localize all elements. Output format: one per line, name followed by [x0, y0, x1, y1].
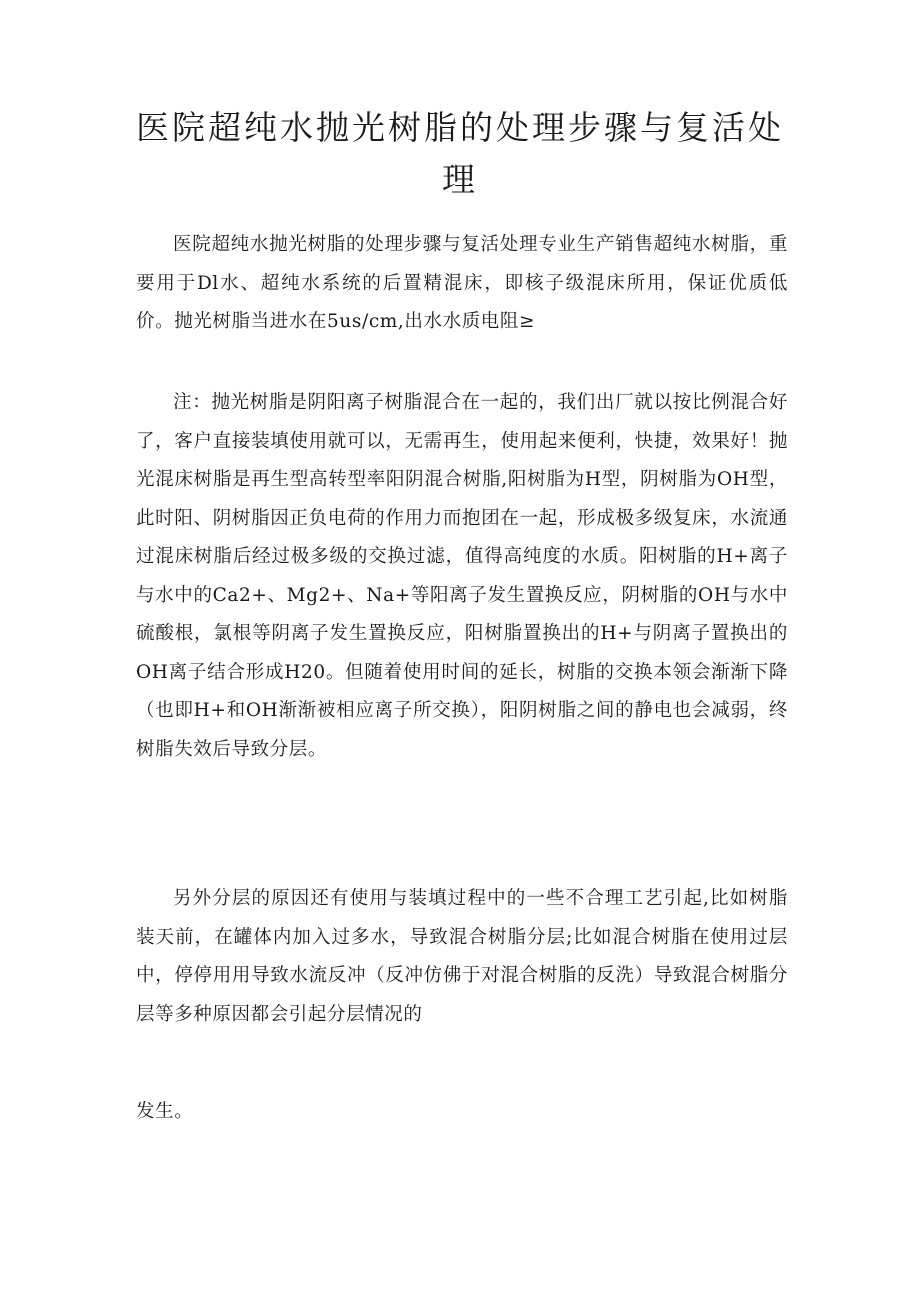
paragraph-layering-causes: 另外分层的原因还有使用与装填过程中的一些不合理工艺引起,比如树脂装天前，在罐体内加入过多水，导致混合树脂分层;比如混合树脂在使用过层中，停停用用导致水流反冲（反冲仿佛于对混合树脂的反洗）导致混合树脂分层等多种原因都会引起分层情况的 — [136, 888, 788, 1025]
paragraph-intro: 医院超纯水抛光树脂的处理步骤与复活处理专业生产销售超纯水树脂，重要用于Dl水、超纯水系统的后置精混床，即核子级混床所用，保证优质低价。抛光树脂当进水在5us∕cm,出水水质电阻≥ — [136, 234, 788, 332]
document-title: 医院超纯水抛光树脂的处理步骤与复活处理 — [136, 108, 784, 199]
paragraph-continuation: 发生。 — [136, 1101, 194, 1122]
paragraph-note: 注：抛光树脂是阴阳离子树脂混合在一起的，我们出厂就以按比例混合好了，客户直接装填使用就可以，无需再生，使用起来便利，快捷，效果好！抛光混床树脂是再生型高转型率阳阴混合树脂,阳树脂为H型，阴树脂为OH型，此时阳、阴树脂因正负电荷的作用力而抱团在一起，形成极多级复床，水流通过混床树脂后经过极多级的交换过滤，值得高纯度的水质。阳树脂的H+离子与水中的Ca2+、Mg2+、Na+等阳离子发生置换反应，阴树脂的OH与水中硫酸根，氯根等阴离子发生置换反应，阳树脂置换出的H+与阴离子置换出的OH离子结合形成H20。但随着使用时间的延长，树脂的交换本领会渐渐下降（也即H+和OH渐渐被相应离子所交换），阳阴树脂之间的静电也会减弱，终树脂失效后导致分层。 — [136, 392, 788, 760]
